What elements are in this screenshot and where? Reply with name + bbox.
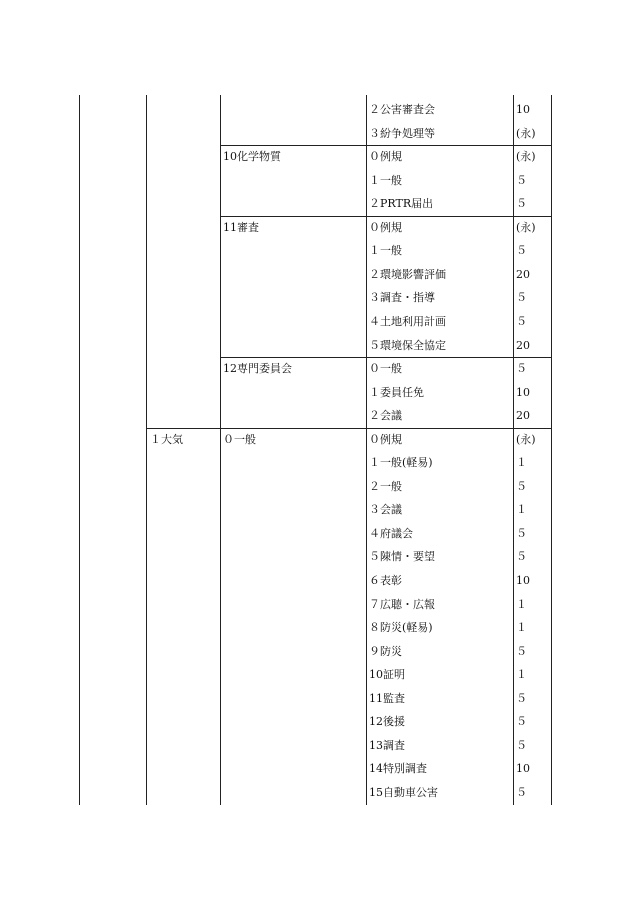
item-cell: 12後援 [369,715,405,728]
small-category-cell: ０一般 [223,433,256,446]
retention-period-cell: １ [516,503,527,516]
item-cell: ５環境保全協定 [369,339,446,352]
item-cell: ５陳情・要望 [369,550,435,563]
retention-period-cell: １ [516,621,527,634]
column-border [79,95,80,805]
item-cell: ８防災(軽易) [369,621,433,634]
item-cell: ７広聴・広報 [369,598,435,611]
item-cell: １一般 [369,174,402,187]
small-category-cell: 12専門委員会 [223,362,292,375]
retention-period-cell: ５ [516,244,527,257]
item-cell: ０例規 [369,150,402,163]
retention-period-cell: (永) [516,433,536,446]
column-border [366,95,367,805]
retention-period-cell: 10 [516,386,530,399]
retention-period-cell: ５ [516,174,527,187]
retention-period-cell: １ [516,598,527,611]
item-cell: ９防災 [369,645,402,658]
item-cell: ３紛争処理等 [369,127,435,140]
item-cell: ４府議会 [369,527,413,540]
item-cell: ６表彰 [369,574,402,587]
item-cell: ２環境影響評価 [369,268,446,281]
item-cell: １一般 [369,244,402,257]
row-separator [220,357,551,358]
item-cell: ０例規 [369,433,402,446]
retention-period-cell: ５ [516,692,527,705]
item-cell: １一般(軽易) [369,456,433,469]
medium-category-cell: １大気 [150,433,183,446]
item-cell: ０例規 [369,221,402,234]
item-cell: １委員任免 [369,386,424,399]
retention-period-cell: ５ [516,550,527,563]
item-cell: 15自動車公害 [369,786,438,799]
retention-period-cell: ５ [516,362,527,375]
small-category-cell: 10化学物質 [223,150,281,163]
column-border [551,95,552,805]
retention-period-cell: ５ [516,786,527,799]
item-cell: 10証明 [369,668,405,681]
retention-period-cell: 20 [516,409,530,422]
item-cell: ２会議 [369,409,402,422]
item-cell: ３会議 [369,503,402,516]
retention-period-cell: １ [516,456,527,469]
retention-period-cell: ５ [516,715,527,728]
retention-period-cell: (永) [516,127,536,140]
retention-period-cell: 10 [516,574,530,587]
row-separator [146,428,551,429]
item-cell: ２PRTR届出 [369,197,434,210]
item-cell: ３調査・指導 [369,291,435,304]
row-separator [220,145,551,146]
retention-period-cell: ５ [516,527,527,540]
retention-period-cell: ５ [516,197,527,210]
column-border [220,95,221,805]
row-separator [220,216,551,217]
small-category-cell: 11審査 [223,221,259,234]
retention-period-cell: ５ [516,480,527,493]
retention-period-cell: (永) [516,150,536,163]
item-cell: 14特別調査 [369,762,427,775]
retention-period-cell: １ [516,668,527,681]
item-cell: ２一般 [369,480,402,493]
item-cell: ４土地利用計画 [369,315,446,328]
item-cell: 13調査 [369,739,405,752]
retention-period-cell: ５ [516,645,527,658]
retention-period-cell: (永) [516,221,536,234]
retention-period-cell: 10 [516,762,530,775]
retention-period-cell: 20 [516,339,530,352]
retention-period-cell: 10 [516,103,530,116]
retention-period-cell: ５ [516,315,527,328]
item-cell: 11監査 [369,692,405,705]
item-cell: ０一般 [369,362,402,375]
retention-period-cell: ５ [516,291,527,304]
column-border [513,95,514,805]
item-cell: ２公害審査会 [369,103,435,116]
retention-period-cell: ５ [516,739,527,752]
retention-period-cell: 20 [516,268,530,281]
column-border [146,95,147,805]
